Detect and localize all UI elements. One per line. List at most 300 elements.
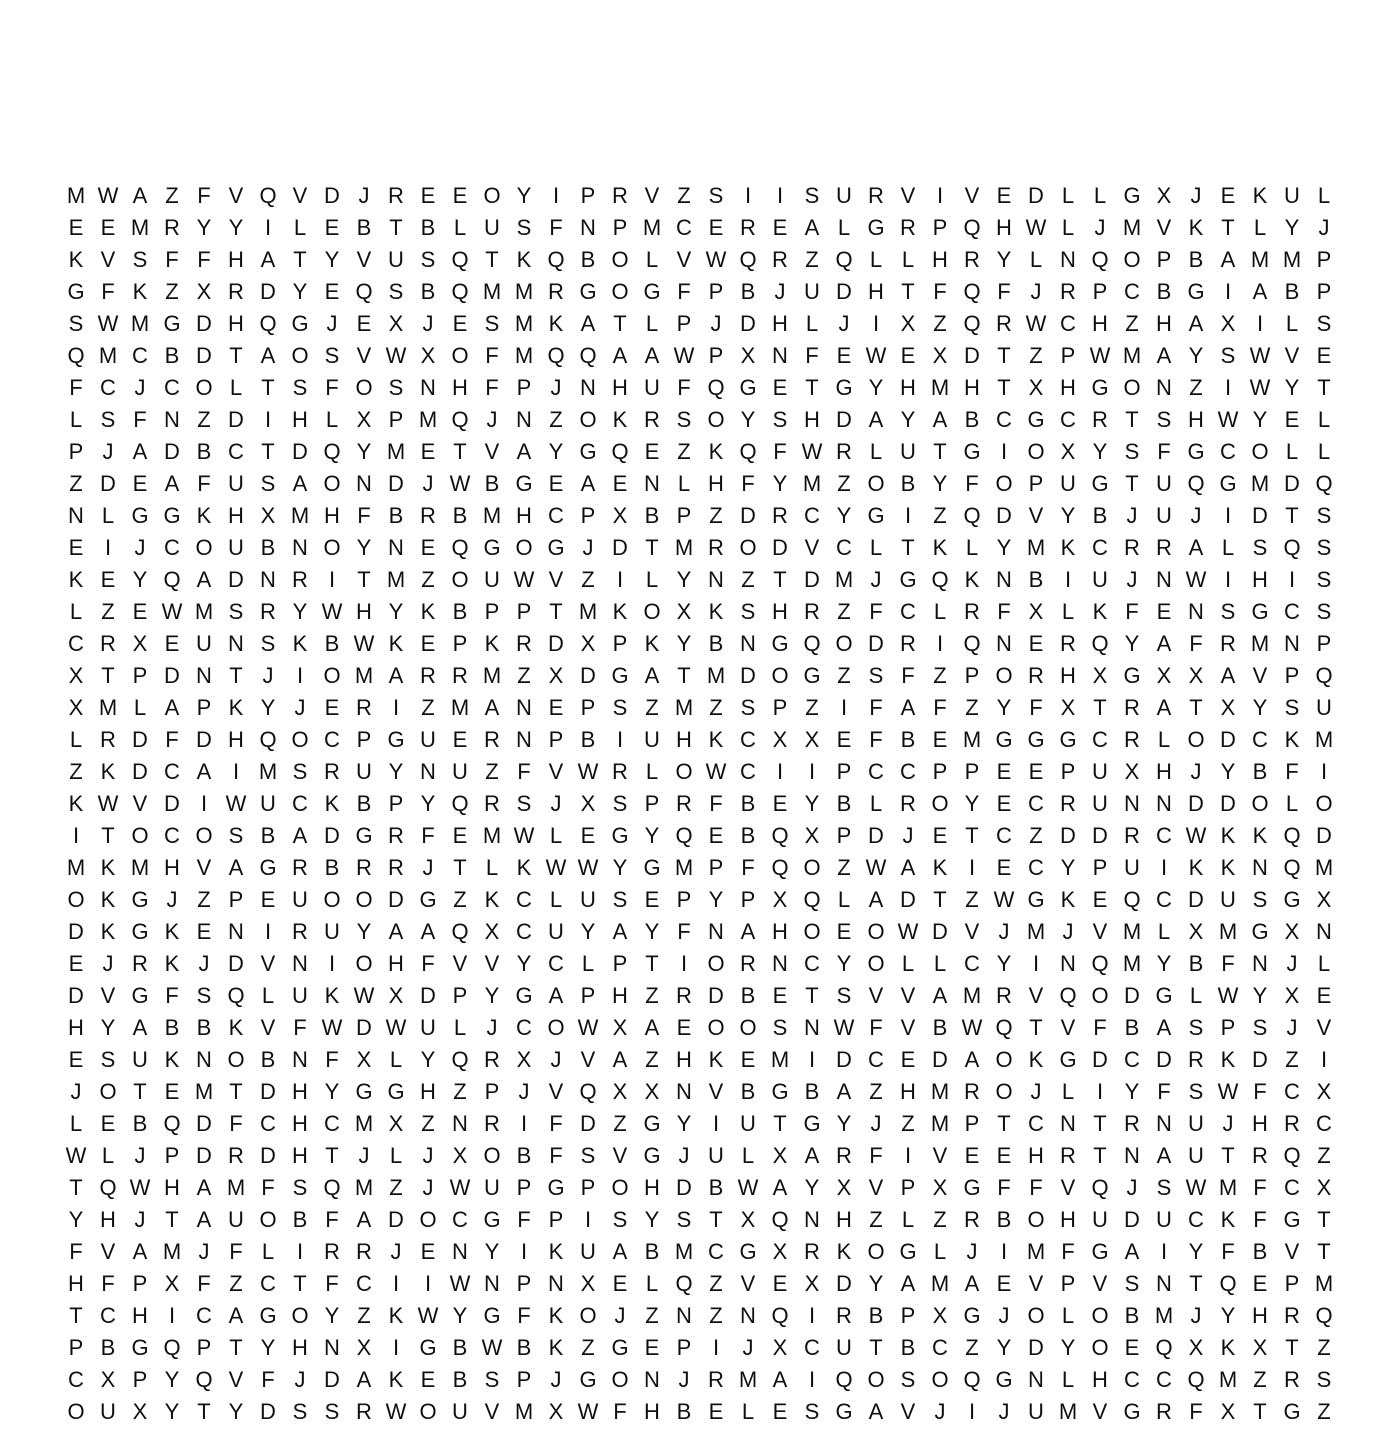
letter-cell[interactable]: F xyxy=(869,727,883,752)
letter-cell[interactable]: Y xyxy=(164,1367,180,1392)
letter-cell[interactable]: K xyxy=(516,247,532,272)
letter-cell[interactable]: K xyxy=(548,1239,564,1264)
letter-cell[interactable]: H xyxy=(1060,375,1076,400)
letter-cell[interactable]: Y xyxy=(740,407,756,432)
letter-cell[interactable]: H xyxy=(1092,1367,1108,1392)
letter-cell[interactable]: S xyxy=(612,1207,628,1232)
letter-cell[interactable]: G xyxy=(291,311,309,336)
letter-cell[interactable]: Y xyxy=(868,1271,884,1296)
letter-cell[interactable]: F xyxy=(1221,1239,1235,1264)
letter-cell[interactable]: P xyxy=(132,1367,148,1392)
letter-cell[interactable]: C xyxy=(1316,1111,1332,1136)
letter-cell[interactable]: P xyxy=(612,951,628,976)
letter-cell[interactable]: N xyxy=(1284,631,1300,656)
letter-cell[interactable]: E xyxy=(548,471,564,496)
letter-cell[interactable]: G xyxy=(483,535,501,560)
letter-cell[interactable]: P xyxy=(548,1207,564,1232)
letter-cell[interactable]: I xyxy=(1224,567,1232,592)
letter-cell[interactable]: B xyxy=(708,1175,724,1200)
letter-cell[interactable]: F xyxy=(1189,631,1203,656)
letter-cell[interactable]: O xyxy=(483,1143,501,1168)
letter-cell[interactable]: Q xyxy=(675,1271,693,1296)
letter-cell[interactable]: A xyxy=(516,439,532,464)
letter-cell[interactable]: R xyxy=(676,791,692,816)
letter-cell[interactable]: H xyxy=(228,247,244,272)
letter-cell[interactable]: D xyxy=(164,663,180,688)
letter-cell[interactable]: D xyxy=(836,407,852,432)
letter-cell[interactable]: O xyxy=(1027,1303,1045,1328)
letter-cell[interactable]: I xyxy=(72,823,80,848)
letter-cell[interactable]: E xyxy=(1316,983,1332,1008)
letter-cell[interactable]: G xyxy=(611,823,629,848)
letter-cell[interactable]: W xyxy=(161,599,183,624)
letter-cell[interactable]: Q xyxy=(1219,1271,1237,1296)
letter-cell[interactable]: G xyxy=(259,1303,277,1328)
letter-cell[interactable]: J xyxy=(934,1399,946,1424)
letter-cell[interactable]: C xyxy=(1060,311,1076,336)
letter-cell[interactable]: T xyxy=(997,1111,1011,1136)
letter-cell[interactable]: W xyxy=(1185,1175,1207,1200)
letter-cell[interactable]: K xyxy=(1220,1047,1236,1072)
letter-cell[interactable]: B xyxy=(1252,759,1268,784)
letter-cell[interactable]: F xyxy=(741,471,755,496)
letter-cell[interactable]: I xyxy=(712,1335,720,1360)
letter-cell[interactable]: P xyxy=(388,791,404,816)
letter-cell[interactable]: V xyxy=(228,183,244,208)
letter-cell[interactable]: S xyxy=(100,1047,116,1072)
letter-cell[interactable]: P xyxy=(228,887,244,912)
letter-cell[interactable]: V xyxy=(612,1143,628,1168)
letter-cell[interactable]: B xyxy=(740,1079,756,1104)
letter-cell[interactable]: F xyxy=(69,1239,83,1264)
letter-cell[interactable]: E xyxy=(164,631,180,656)
letter-cell[interactable]: J xyxy=(1030,279,1042,304)
letter-cell[interactable]: Z xyxy=(197,407,211,432)
letter-cell[interactable]: X xyxy=(260,503,276,528)
letter-cell[interactable]: X xyxy=(1028,375,1044,400)
letter-cell[interactable]: M xyxy=(130,311,150,336)
letter-cell[interactable]: J xyxy=(70,1079,82,1104)
letter-cell[interactable]: X xyxy=(420,343,436,368)
letter-cell[interactable]: J xyxy=(1190,759,1202,784)
letter-cell[interactable]: Y xyxy=(100,1015,116,1040)
letter-cell[interactable]: A xyxy=(1220,247,1236,272)
letter-cell[interactable]: M xyxy=(738,1367,758,1392)
letter-cell[interactable]: S xyxy=(228,599,244,624)
letter-cell[interactable]: D xyxy=(68,983,84,1008)
letter-cell[interactable]: N xyxy=(1252,855,1268,880)
letter-cell[interactable]: J xyxy=(166,887,178,912)
letter-cell[interactable]: M xyxy=(1058,1399,1078,1424)
letter-cell[interactable]: Y xyxy=(836,1111,852,1136)
letter-cell[interactable]: P xyxy=(452,983,468,1008)
letter-cell[interactable]: X xyxy=(484,919,500,944)
letter-cell[interactable]: W xyxy=(97,183,119,208)
letter-cell[interactable]: D xyxy=(260,279,276,304)
letter-cell[interactable]: I xyxy=(1160,1239,1168,1264)
letter-cell[interactable]: Q xyxy=(803,631,821,656)
letter-cell[interactable]: M xyxy=(578,599,598,624)
letter-cell[interactable]: P xyxy=(612,215,628,240)
letter-cell[interactable]: Y xyxy=(1252,695,1268,720)
letter-cell[interactable]: Z xyxy=(677,183,691,208)
letter-cell[interactable]: C xyxy=(516,887,532,912)
letter-cell[interactable]: C xyxy=(548,951,564,976)
letter-cell[interactable]: R xyxy=(996,311,1012,336)
letter-cell[interactable]: R xyxy=(1028,663,1044,688)
letter-cell[interactable]: M xyxy=(770,1047,790,1072)
letter-cell[interactable]: E xyxy=(68,1047,84,1072)
letter-cell[interactable]: C xyxy=(708,1239,724,1264)
letter-cell[interactable]: E xyxy=(132,599,148,624)
letter-cell[interactable]: H xyxy=(228,311,244,336)
letter-cell[interactable]: J xyxy=(550,791,562,816)
letter-cell[interactable]: R xyxy=(1188,1047,1204,1072)
letter-cell[interactable]: S xyxy=(1188,1079,1204,1104)
letter-cell[interactable]: P xyxy=(1092,279,1108,304)
letter-cell[interactable]: W xyxy=(1025,215,1047,240)
letter-cell[interactable]: Y xyxy=(676,631,692,656)
letter-cell[interactable]: M xyxy=(130,215,150,240)
letter-cell[interactable]: S xyxy=(484,311,500,336)
letter-cell[interactable]: B xyxy=(868,1303,884,1328)
letter-cell[interactable]: X xyxy=(388,983,404,1008)
letter-cell[interactable]: H xyxy=(676,1047,692,1072)
letter-cell[interactable]: E xyxy=(452,183,468,208)
letter-cell[interactable]: P xyxy=(196,695,212,720)
letter-cell[interactable]: W xyxy=(417,1303,439,1328)
letter-cell[interactable]: P xyxy=(932,215,948,240)
letter-cell[interactable]: L xyxy=(933,1239,947,1264)
letter-cell[interactable]: T xyxy=(773,567,787,592)
letter-cell[interactable]: C xyxy=(1252,727,1268,752)
letter-cell[interactable]: I xyxy=(392,1271,400,1296)
letter-cell[interactable]: G xyxy=(1123,183,1141,208)
letter-cell[interactable]: J xyxy=(678,1367,690,1392)
letter-cell[interactable]: C xyxy=(1124,1367,1140,1392)
letter-cell[interactable]: S xyxy=(1156,1175,1172,1200)
letter-cell[interactable]: P xyxy=(68,439,84,464)
letter-cell[interactable]: H xyxy=(388,951,404,976)
letter-cell[interactable]: A xyxy=(1188,535,1204,560)
letter-cell[interactable]: E xyxy=(356,311,372,336)
letter-cell[interactable]: Y xyxy=(388,759,404,784)
letter-cell[interactable]: U xyxy=(452,759,468,784)
letter-cell[interactable]: Q xyxy=(451,407,469,432)
letter-cell[interactable]: Z xyxy=(549,407,563,432)
letter-cell[interactable]: Z xyxy=(837,855,851,880)
letter-cell[interactable]: S xyxy=(420,247,436,272)
letter-cell[interactable]: Y xyxy=(1188,343,1204,368)
letter-cell[interactable]: I xyxy=(520,1111,528,1136)
letter-cell[interactable]: Y xyxy=(676,567,692,592)
letter-cell[interactable]: X xyxy=(388,1111,404,1136)
letter-cell[interactable]: S xyxy=(388,375,404,400)
letter-cell[interactable]: T xyxy=(549,599,563,624)
letter-cell[interactable]: M xyxy=(1026,1239,1046,1264)
letter-cell[interactable]: D xyxy=(932,919,948,944)
letter-cell[interactable]: X xyxy=(1284,919,1300,944)
letter-cell[interactable]: C xyxy=(836,535,852,560)
letter-cell[interactable]: L xyxy=(677,471,691,496)
letter-cell[interactable]: Y xyxy=(196,215,212,240)
letter-cell[interactable]: P xyxy=(580,695,596,720)
letter-cell[interactable]: C xyxy=(900,599,916,624)
letter-cell[interactable]: E xyxy=(452,311,468,336)
letter-cell[interactable]: A xyxy=(356,1207,372,1232)
letter-cell[interactable]: W xyxy=(1185,567,1207,592)
letter-cell[interactable]: N xyxy=(996,631,1012,656)
letter-cell[interactable]: Z xyxy=(1125,311,1139,336)
letter-cell[interactable]: F xyxy=(197,183,211,208)
letter-cell[interactable]: Q xyxy=(611,439,629,464)
letter-cell[interactable]: C xyxy=(740,759,756,784)
letter-cell[interactable]: X xyxy=(1060,695,1076,720)
letter-cell[interactable]: L xyxy=(69,407,83,432)
letter-cell[interactable]: J xyxy=(1190,183,1202,208)
letter-cell[interactable]: B xyxy=(676,1399,692,1424)
letter-cell[interactable]: C xyxy=(1284,599,1300,624)
letter-cell[interactable]: M xyxy=(194,1079,214,1104)
letter-cell[interactable]: X xyxy=(516,1047,532,1072)
letter-cell[interactable]: B xyxy=(1188,951,1204,976)
letter-cell[interactable]: J xyxy=(1126,1175,1138,1200)
letter-cell[interactable]: Q xyxy=(1315,471,1333,496)
letter-cell[interactable]: P xyxy=(1156,247,1172,272)
letter-cell[interactable]: J xyxy=(198,951,210,976)
letter-cell[interactable]: I xyxy=(968,1399,976,1424)
letter-cell[interactable]: W xyxy=(1249,375,1271,400)
letter-cell[interactable]: V xyxy=(1284,1239,1300,1264)
letter-cell[interactable]: G xyxy=(1251,599,1269,624)
letter-cell[interactable]: O xyxy=(355,951,373,976)
letter-cell[interactable]: S xyxy=(676,1207,692,1232)
letter-cell[interactable]: P xyxy=(580,183,596,208)
letter-cell[interactable]: N xyxy=(1188,599,1204,624)
letter-cell[interactable]: T xyxy=(261,439,275,464)
letter-cell[interactable]: N xyxy=(676,1303,692,1328)
letter-cell[interactable]: Q xyxy=(195,1367,213,1392)
letter-cell[interactable]: O xyxy=(419,1207,437,1232)
letter-cell[interactable]: A xyxy=(900,1271,916,1296)
letter-cell[interactable]: Y xyxy=(644,1207,660,1232)
letter-cell[interactable]: U xyxy=(484,567,500,592)
letter-cell[interactable]: L xyxy=(901,951,915,976)
letter-cell[interactable]: C xyxy=(900,759,916,784)
letter-cell[interactable]: D xyxy=(132,759,148,784)
letter-cell[interactable]: Z xyxy=(421,567,435,592)
letter-cell[interactable]: J xyxy=(518,1079,530,1104)
letter-cell[interactable]: Z xyxy=(645,1047,659,1072)
letter-cell[interactable]: T xyxy=(229,663,243,688)
letter-cell[interactable]: G xyxy=(867,215,885,240)
letter-cell[interactable]: H xyxy=(228,503,244,528)
letter-cell[interactable]: H xyxy=(1252,1111,1268,1136)
letter-cell[interactable]: A xyxy=(900,695,916,720)
letter-cell[interactable]: O xyxy=(259,1207,277,1232)
letter-cell[interactable]: L xyxy=(869,791,883,816)
letter-cell[interactable]: R xyxy=(964,1079,980,1104)
letter-cell[interactable]: U xyxy=(1092,1207,1108,1232)
letter-cell[interactable]: R xyxy=(100,631,116,656)
letter-cell[interactable]: Y xyxy=(228,1399,244,1424)
letter-cell[interactable]: E xyxy=(548,695,564,720)
letter-cell[interactable]: E xyxy=(100,1111,116,1136)
letter-cell[interactable]: N xyxy=(644,471,660,496)
letter-cell[interactable]: V xyxy=(196,855,212,880)
letter-cell[interactable]: V xyxy=(1252,663,1268,688)
letter-cell[interactable]: Z xyxy=(965,695,979,720)
letter-cell[interactable]: H xyxy=(1188,407,1204,432)
letter-cell[interactable]: L xyxy=(1317,951,1331,976)
letter-cell[interactable]: G xyxy=(1283,1399,1301,1424)
letter-cell[interactable]: G xyxy=(771,631,789,656)
letter-cell[interactable]: R xyxy=(708,535,724,560)
letter-cell[interactable]: V xyxy=(1156,215,1172,240)
letter-cell[interactable]: R xyxy=(740,951,756,976)
letter-cell[interactable]: P xyxy=(516,375,532,400)
letter-cell[interactable]: P xyxy=(452,631,468,656)
letter-cell[interactable]: H xyxy=(1252,1303,1268,1328)
letter-cell[interactable]: R xyxy=(260,599,276,624)
letter-cell[interactable]: T xyxy=(165,1207,179,1232)
letter-cell[interactable]: Y xyxy=(996,695,1012,720)
letter-cell[interactable]: I xyxy=(168,1303,176,1328)
letter-cell[interactable]: X xyxy=(356,407,372,432)
letter-cell[interactable]: R xyxy=(1124,1111,1140,1136)
letter-cell[interactable]: Z xyxy=(709,1303,723,1328)
letter-cell[interactable]: H xyxy=(612,983,628,1008)
letter-cell[interactable]: Z xyxy=(1029,343,1043,368)
letter-cell[interactable]: F xyxy=(613,1399,627,1424)
letter-cell[interactable]: J xyxy=(198,1239,210,1264)
letter-cell[interactable]: F xyxy=(517,759,531,784)
letter-cell[interactable]: R xyxy=(484,727,500,752)
letter-cell[interactable]: X xyxy=(100,1367,116,1392)
letter-cell[interactable]: F xyxy=(1221,951,1235,976)
letter-cell[interactable]: Y xyxy=(260,1335,276,1360)
letter-cell[interactable]: F xyxy=(517,1207,531,1232)
letter-cell[interactable]: U xyxy=(388,247,404,272)
letter-cell[interactable]: T xyxy=(645,951,659,976)
letter-cell[interactable]: I xyxy=(1096,1079,1104,1104)
letter-cell[interactable]: X xyxy=(804,1271,820,1296)
letter-cell[interactable]: A xyxy=(1156,1143,1172,1168)
letter-cell[interactable]: E xyxy=(68,215,84,240)
letter-cell[interactable]: S xyxy=(260,471,276,496)
letter-cell[interactable]: V xyxy=(484,1399,500,1424)
letter-cell[interactable]: T xyxy=(645,535,659,560)
letter-cell[interactable]: Z xyxy=(869,1207,883,1232)
letter-cell[interactable]: M xyxy=(834,567,854,592)
letter-cell[interactable]: Q xyxy=(163,567,181,592)
letter-cell[interactable]: I xyxy=(616,567,624,592)
letter-cell[interactable]: D xyxy=(548,631,564,656)
letter-cell[interactable]: R xyxy=(484,791,500,816)
letter-cell[interactable]: A xyxy=(420,919,436,944)
letter-cell[interactable]: K xyxy=(708,727,724,752)
letter-cell[interactable]: M xyxy=(1218,1367,1238,1392)
letter-cell[interactable]: Q xyxy=(963,503,981,528)
letter-cell[interactable]: O xyxy=(419,1399,437,1424)
letter-cell[interactable]: T xyxy=(965,823,979,848)
letter-cell[interactable]: B xyxy=(1252,1239,1268,1264)
letter-cell[interactable]: S xyxy=(772,1015,788,1040)
letter-cell[interactable]: T xyxy=(69,1303,83,1328)
letter-cell[interactable]: F xyxy=(293,1015,307,1040)
letter-cell[interactable]: L xyxy=(1317,439,1331,464)
letter-cell[interactable]: V xyxy=(964,183,980,208)
letter-cell[interactable]: I xyxy=(808,1367,816,1392)
letter-cell[interactable]: Z xyxy=(837,663,851,688)
letter-cell[interactable]: L xyxy=(549,823,563,848)
letter-cell[interactable]: M xyxy=(354,663,374,688)
letter-cell[interactable]: E xyxy=(772,375,788,400)
letter-cell[interactable]: F xyxy=(741,855,755,880)
letter-cell[interactable]: M xyxy=(386,439,406,464)
letter-cell[interactable]: X xyxy=(1124,759,1140,784)
letter-cell[interactable]: P xyxy=(580,983,596,1008)
letter-cell[interactable]: R xyxy=(1092,407,1108,432)
letter-cell[interactable]: O xyxy=(1315,791,1333,816)
letter-cell[interactable]: S xyxy=(388,279,404,304)
letter-cell[interactable]: V xyxy=(100,983,116,1008)
letter-cell[interactable]: T xyxy=(901,279,915,304)
letter-cell[interactable]: Y xyxy=(292,279,308,304)
letter-cell[interactable]: F xyxy=(773,439,787,464)
letter-cell[interactable]: O xyxy=(707,407,725,432)
letter-cell[interactable]: G xyxy=(387,727,405,752)
letter-cell[interactable]: J xyxy=(710,311,722,336)
letter-cell[interactable]: K xyxy=(644,631,660,656)
letter-cell[interactable]: H xyxy=(996,215,1012,240)
letter-cell[interactable]: N xyxy=(452,1239,468,1264)
letter-cell[interactable]: R xyxy=(1156,1399,1172,1424)
letter-cell[interactable]: L xyxy=(1221,535,1235,560)
letter-cell[interactable]: L xyxy=(1285,791,1299,816)
letter-cell[interactable]: P xyxy=(516,599,532,624)
letter-cell[interactable]: H xyxy=(836,1207,852,1232)
letter-cell[interactable]: C xyxy=(996,407,1012,432)
letter-cell[interactable]: M xyxy=(674,1239,694,1264)
letter-cell[interactable]: K xyxy=(612,407,628,432)
letter-cell[interactable]: X xyxy=(1060,439,1076,464)
letter-cell[interactable]: R xyxy=(484,1111,500,1136)
letter-cell[interactable]: G xyxy=(515,983,533,1008)
letter-cell[interactable]: V xyxy=(676,247,692,272)
letter-cell[interactable]: P xyxy=(1060,343,1076,368)
letter-cell[interactable]: X xyxy=(1188,1335,1204,1360)
letter-cell[interactable]: M xyxy=(1218,919,1238,944)
letter-cell[interactable]: B xyxy=(356,791,372,816)
letter-cell[interactable]: U xyxy=(644,375,660,400)
letter-cell[interactable]: R xyxy=(1284,1111,1300,1136)
letter-cell[interactable]: H xyxy=(772,599,788,624)
letter-cell[interactable]: Y xyxy=(708,887,724,912)
letter-cell[interactable]: X xyxy=(548,663,564,688)
letter-cell[interactable]: U xyxy=(1284,183,1300,208)
letter-cell[interactable]: U xyxy=(548,919,564,944)
letter-cell[interactable]: S xyxy=(1220,599,1236,624)
letter-cell[interactable]: K xyxy=(1284,727,1300,752)
letter-cell[interactable]: D xyxy=(1124,983,1140,1008)
letter-cell[interactable]: B xyxy=(708,631,724,656)
letter-cell[interactable]: L xyxy=(261,1239,275,1264)
letter-cell[interactable]: E xyxy=(996,1143,1012,1168)
letter-cell[interactable]: Y xyxy=(1252,407,1268,432)
letter-cell[interactable]: X xyxy=(132,1399,148,1424)
letter-cell[interactable]: D xyxy=(164,791,180,816)
